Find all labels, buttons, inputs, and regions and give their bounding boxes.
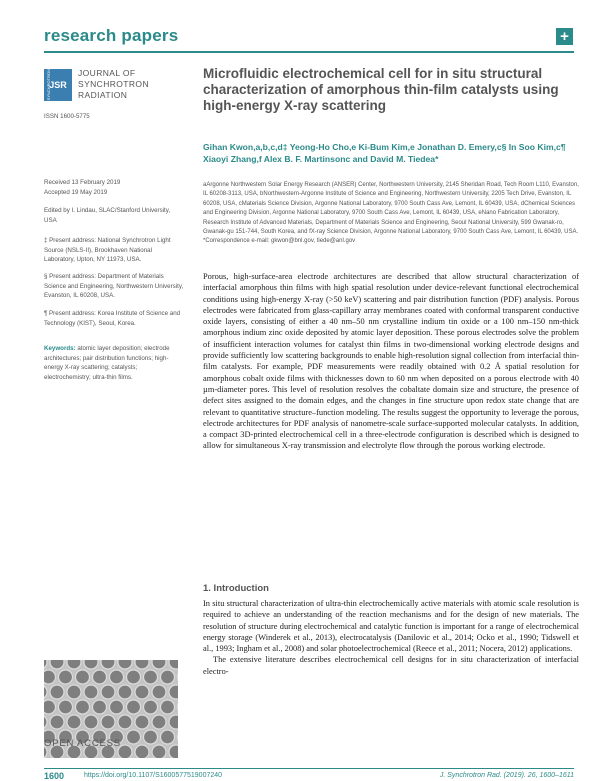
pore bbox=[67, 715, 81, 729]
pore bbox=[144, 700, 158, 714]
pore bbox=[135, 685, 149, 699]
footnote-note: ¶ Present address: Korea Institute of Science and Technology (KIST), Seoul, Korea. bbox=[44, 310, 181, 327]
affiliations: aArgonne Northwestern Solar Energy Research (ANSER) Center, Northwestern University, 2145 Sheridan Road, Tech Room L110, Evanston, IL 60208-3113, USA, bNorthwestern-Argonne Institute of Science and Engineering, Northwestern University, 2205 Tech Drive, Evanston, IL 60208, USA, cMaterials Science Division, Argonne National Laboratory, 9700 South Cass Ave, Lemont, IL 60439, USA, dChemical Sciences and Engineering Division, Argonne National Laboratory, 9700 South Cass Ave, Lemont, IL 60439, USA, eNano Fabrication Laboratory, Research Institute of Advanced Materials, Department of Materials Science and Engineering, Seoul National University, 599 Gwanak-ro, Gwanak-gu 151-744, South Korea, and fX-ray Science Division, Argonne National Laboratory, 9700 South Cass Ave, Lemont, IL 60439, USA. *Correspondence e-mail: gkwon@bnl.gov, tiede@anl.gov bbox=[203, 182, 579, 245]
pore bbox=[152, 745, 166, 758]
pore bbox=[127, 730, 141, 744]
received-date: Received 13 February 2019 bbox=[44, 179, 121, 186]
pore bbox=[93, 670, 107, 684]
pore bbox=[84, 715, 98, 729]
edited-by: Edited by I. Lindau, SLAC/Stanford University, USA bbox=[44, 207, 171, 224]
pore bbox=[152, 685, 166, 699]
introduction-body bbox=[203, 598, 579, 677]
pore bbox=[152, 715, 166, 729]
accepted-date: Accepted 19 May 2019 bbox=[44, 189, 108, 196]
pore bbox=[144, 670, 158, 684]
doi-link[interactable]: https://doi.org/10.1107/S1600577519007240 bbox=[84, 772, 223, 779]
page-number: 1600 bbox=[44, 771, 65, 781]
pore bbox=[50, 685, 64, 699]
pore bbox=[67, 685, 81, 699]
keywords-label: Keywords: bbox=[44, 345, 76, 352]
pore bbox=[101, 660, 115, 669]
pore bbox=[59, 670, 73, 684]
article-title: Microfluidic electrochemical cell for in situ structural characterization of amorphous thin-film catalysts using high-energy X-ray scattering bbox=[203, 66, 559, 113]
abstract: Porous, high-surface-area electrode architectures are described that allow structural characterization of interfacial amorphous thin films with high spatial resolution under device-relevant functional electrochemical conditions using high-energy X-ray (>50 keV) scattering and pair distribution function (PDF) analysis. Porous electrodes were fabricated from glass-capillary array membranes coated with conformal transparent conductive oxide layers, consisting of either a 40 nm–50 nm crystalline indium tin oxide or a 100 nm–150 nm-thick amorphous indium zinc oxide deposited by atomic layer deposition. These porous electrodes solve the problem of insufficient interaction volumes for catalyst thin films in two-dimensional working electrode designs and provide sufficiently low scattering backgrounds to enable high-resolution signal collection from interfacial thin-film catalysts. For example, PDF measurements were readily obtained with 0.2 Å spatial resolution for amorphous cobalt oxide films with thicknesses down to 60 nm when deposited on a porous electrode with 40 µm-diameter pores. This level of resolution resolves the cobaltate domain size and structure, the presence of defect sites assigned to the domain edges, and the changes in fine structure upon redox state change that are relevant to quantitative structure–function modeling. The results suggest the opportunity to leverage the porous, electrode architectures for PDF analysis of nanometre-scale surface-supported molecular catalysts. In addition, a compact 3D-printed electrochemical cell in a three-electrode configuration is described which is designed to allow for simultaneous X-ray transmission and electrolyte flow through the porous working electrode. bbox=[203, 272, 579, 451]
pore bbox=[110, 700, 124, 714]
pore bbox=[118, 660, 132, 669]
pore bbox=[44, 670, 56, 684]
pore bbox=[161, 670, 175, 684]
pore bbox=[101, 685, 115, 699]
pore bbox=[144, 730, 158, 744]
pore bbox=[93, 700, 107, 714]
pore bbox=[161, 700, 175, 714]
keywords-block bbox=[44, 344, 184, 382]
pore bbox=[50, 660, 64, 669]
pore bbox=[76, 670, 90, 684]
pore bbox=[67, 660, 81, 669]
intro-paragraph: In situ structural characterization of ultra-thin electrochemically active materials with atomic scale resolution is required to achieve an understanding of the reaction mechanisms and for the design of new materials. The resolution of structure during electrochemical and catalytic function is important for a range of electrochemical energy storage (Winderek et al., 2013), electrocatalysis (Danilovic et al., 2014; Ocko et al., 1990; Tidswell et al., 1993; Ingham et al., 2008) and solar photoelectrochemical (Reece et al., 2011; Nocera, 2012) applications. bbox=[203, 599, 579, 654]
pore bbox=[101, 715, 115, 729]
pore bbox=[127, 670, 141, 684]
pore bbox=[169, 685, 178, 699]
journal-name: JOURNAL OF SYNCHROTRON RADIATION bbox=[78, 68, 149, 100]
keywords-list: atomic layer deposition; electrode architectures; pair distribution functions; high-energy X-ray scattering; catalysts; electrochemistry; ultra-thin films. bbox=[44, 345, 170, 381]
pore bbox=[169, 715, 178, 729]
jsr-side-text: SYNCHROTRON bbox=[46, 69, 51, 101]
footnote-note: ‡ Present address: National Synchrotron Light Source (NSLS-II), Brookhaven National Laboratory, Upton, NY 11973, USA. bbox=[44, 237, 171, 263]
journal-section-title: research papers bbox=[44, 26, 179, 45]
journal-citation: J. Synchrotron Rad. (2019). 26, 1600–1611 bbox=[439, 772, 574, 779]
author-list: Gihan Kwon,a,b,c,d‡ Yeong-Ho Cho,e Ki-Bum Kim,e Jonathan D. Emery,c§ In Soo Kim,c¶ Xiaoyi Zhang,f Alex B. F. Martinsonc and David M. Tiedea* bbox=[203, 142, 566, 164]
header-divider bbox=[44, 51, 574, 53]
pore bbox=[59, 700, 73, 714]
issn: ISSN 1600-5775 bbox=[44, 113, 90, 120]
pore bbox=[135, 715, 149, 729]
pore bbox=[127, 700, 141, 714]
pore bbox=[110, 670, 124, 684]
pore bbox=[161, 730, 175, 744]
footnote-note: § Present address: Department of Materials Science and Engineering, Northwestern University, Evanston, IL 60208, USA. bbox=[44, 273, 184, 299]
section-heading: 1. Introduction bbox=[203, 583, 269, 594]
jsr-badge: JSR bbox=[44, 69, 72, 101]
open-access-label: OPEN ACCESS bbox=[44, 738, 121, 749]
pore bbox=[135, 745, 149, 758]
pore bbox=[118, 685, 132, 699]
pore bbox=[76, 700, 90, 714]
pore bbox=[84, 660, 98, 669]
pore bbox=[152, 660, 166, 669]
pore bbox=[84, 685, 98, 699]
pore bbox=[118, 715, 132, 729]
journal-logo bbox=[44, 67, 149, 107]
pore bbox=[135, 660, 149, 669]
page-footer bbox=[44, 771, 574, 781]
pore bbox=[50, 715, 64, 729]
footer-divider bbox=[44, 768, 574, 769]
intro-paragraph: The extensive literature describes electrochemical cell designs for in situ characterization of interfacial electro- bbox=[203, 655, 579, 676]
plus-icon[interactable]: + bbox=[556, 28, 573, 45]
pore bbox=[44, 700, 56, 714]
pore bbox=[169, 745, 178, 758]
